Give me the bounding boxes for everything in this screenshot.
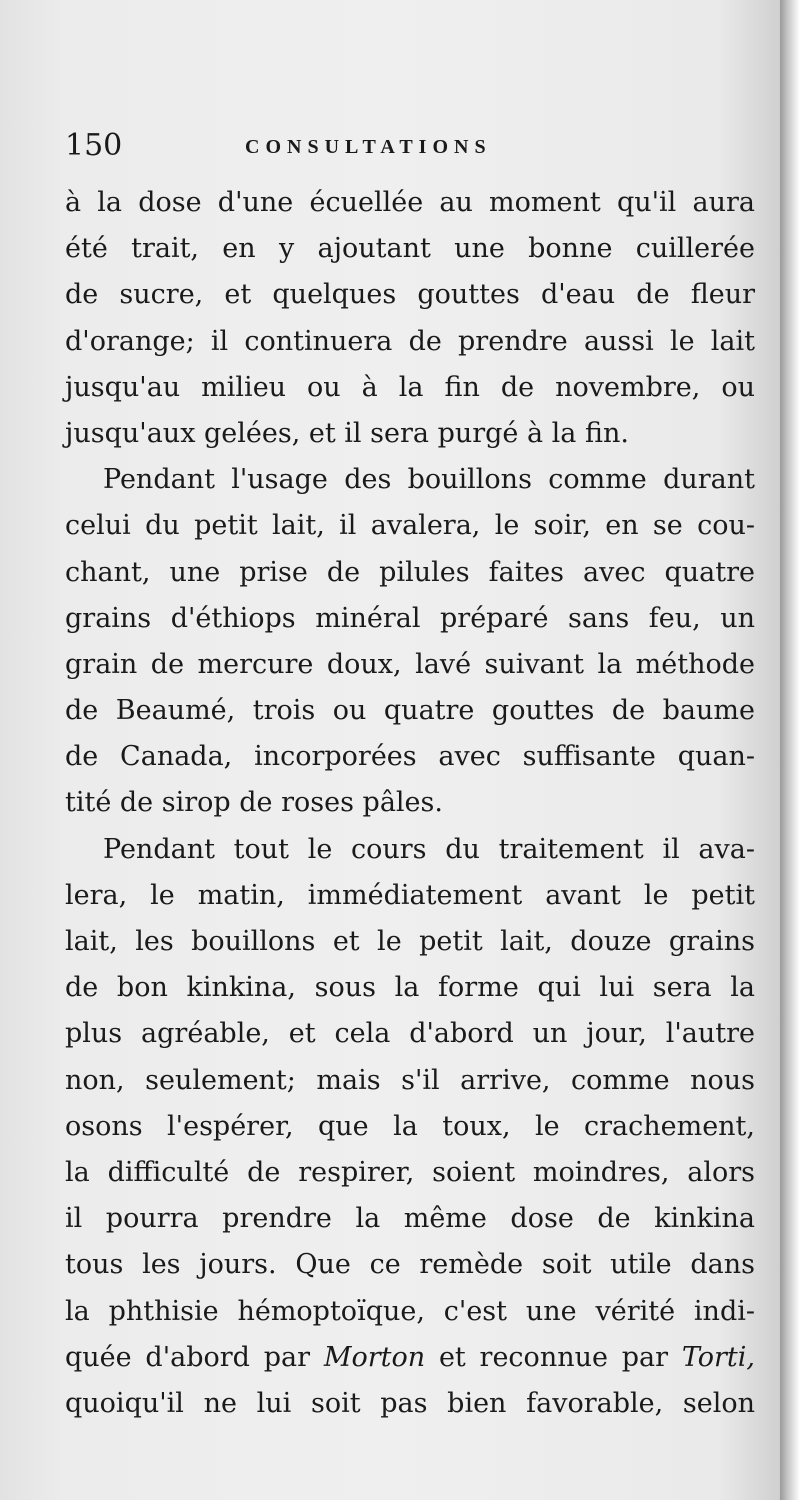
author-name-morton: Morton: [323, 1341, 426, 1373]
text-line: non, seulement; mais s'il arrive, comme nous: [65, 1064, 755, 1096]
text-line: osons l'espérer, que la toux, le crachement,: [65, 1110, 755, 1142]
text-line: grain de mercure doux, lavé suivant la méthode: [65, 648, 755, 680]
text-line: chant, une prise de pilules faites avec quatre: [65, 556, 755, 588]
text-line: lait, les bouillons et le petit lait, douze grains: [65, 926, 755, 957]
paragraph-start-line: Pendant l'usage des bouillons comme durant: [103, 464, 755, 496]
running-head: CONSULTATIONS: [245, 136, 492, 158]
text-line: de Canada, incorporées avec suffisante quan-: [65, 741, 755, 773]
text-line: à la dose d'une écuellée au moment qu'il aura: [65, 187, 755, 218]
text-line: de Beaumé, trois ou quatre gouttes de baume: [65, 695, 755, 727]
text-line: tité de sirop de roses pâles.: [65, 787, 443, 819]
text-segment: quée d'abord par: [65, 1341, 311, 1373]
text-line: jusqu'aux gelées, et il sera purgé à la fin.: [65, 417, 629, 449]
text-line: de sucre, et quelques gouttes d'eau de fleur: [65, 279, 755, 311]
text-line: celui du petit lait, il avalera, le soir, en se cou-: [65, 510, 755, 542]
text-line: la phthisie hémoptoïque, c'est une vérité indi-: [65, 1295, 755, 1327]
page-edge-shadow: [780, 0, 800, 1500]
text-line: d'orange; il continuera de prendre aussi le lait: [65, 325, 755, 357]
author-name-torti: Torti,: [681, 1341, 755, 1373]
text-line-with-names: [65, 1335, 755, 1381]
text-line: été trait, en y ajoutant une bonne cuillerée: [65, 233, 755, 265]
text-line: jusqu'au milieu ou à la fin de novembre, ou: [65, 371, 755, 403]
text-segment: et reconnue par: [438, 1341, 669, 1373]
text-line: plus agréable, et cela d'abord un jour, l'autre: [65, 1018, 755, 1050]
text-line: tous les jours. Que ce remède soit utile dans: [65, 1249, 755, 1281]
paragraph-start-line: Pendant tout le cours du traitement il ava-: [103, 833, 755, 865]
body-text: [65, 180, 755, 1427]
text-line: de bon kinkina, sous la forme qui lui sera la: [65, 972, 755, 1004]
text-line: il pourra prendre la même dose de kinkina: [65, 1203, 755, 1235]
text-line: la difficulté de respirer, soient moindres, alors: [65, 1156, 755, 1188]
text-line: lera, le matin, immédiatement avant le petit: [65, 879, 755, 911]
text-line: quoiqu'il ne lui soit pas bien favorable, selon: [65, 1387, 755, 1419]
page-number: 150: [65, 128, 123, 163]
page-header: [65, 128, 755, 168]
text-line: grains d'éthiops minéral préparé sans feu, un: [65, 602, 755, 634]
